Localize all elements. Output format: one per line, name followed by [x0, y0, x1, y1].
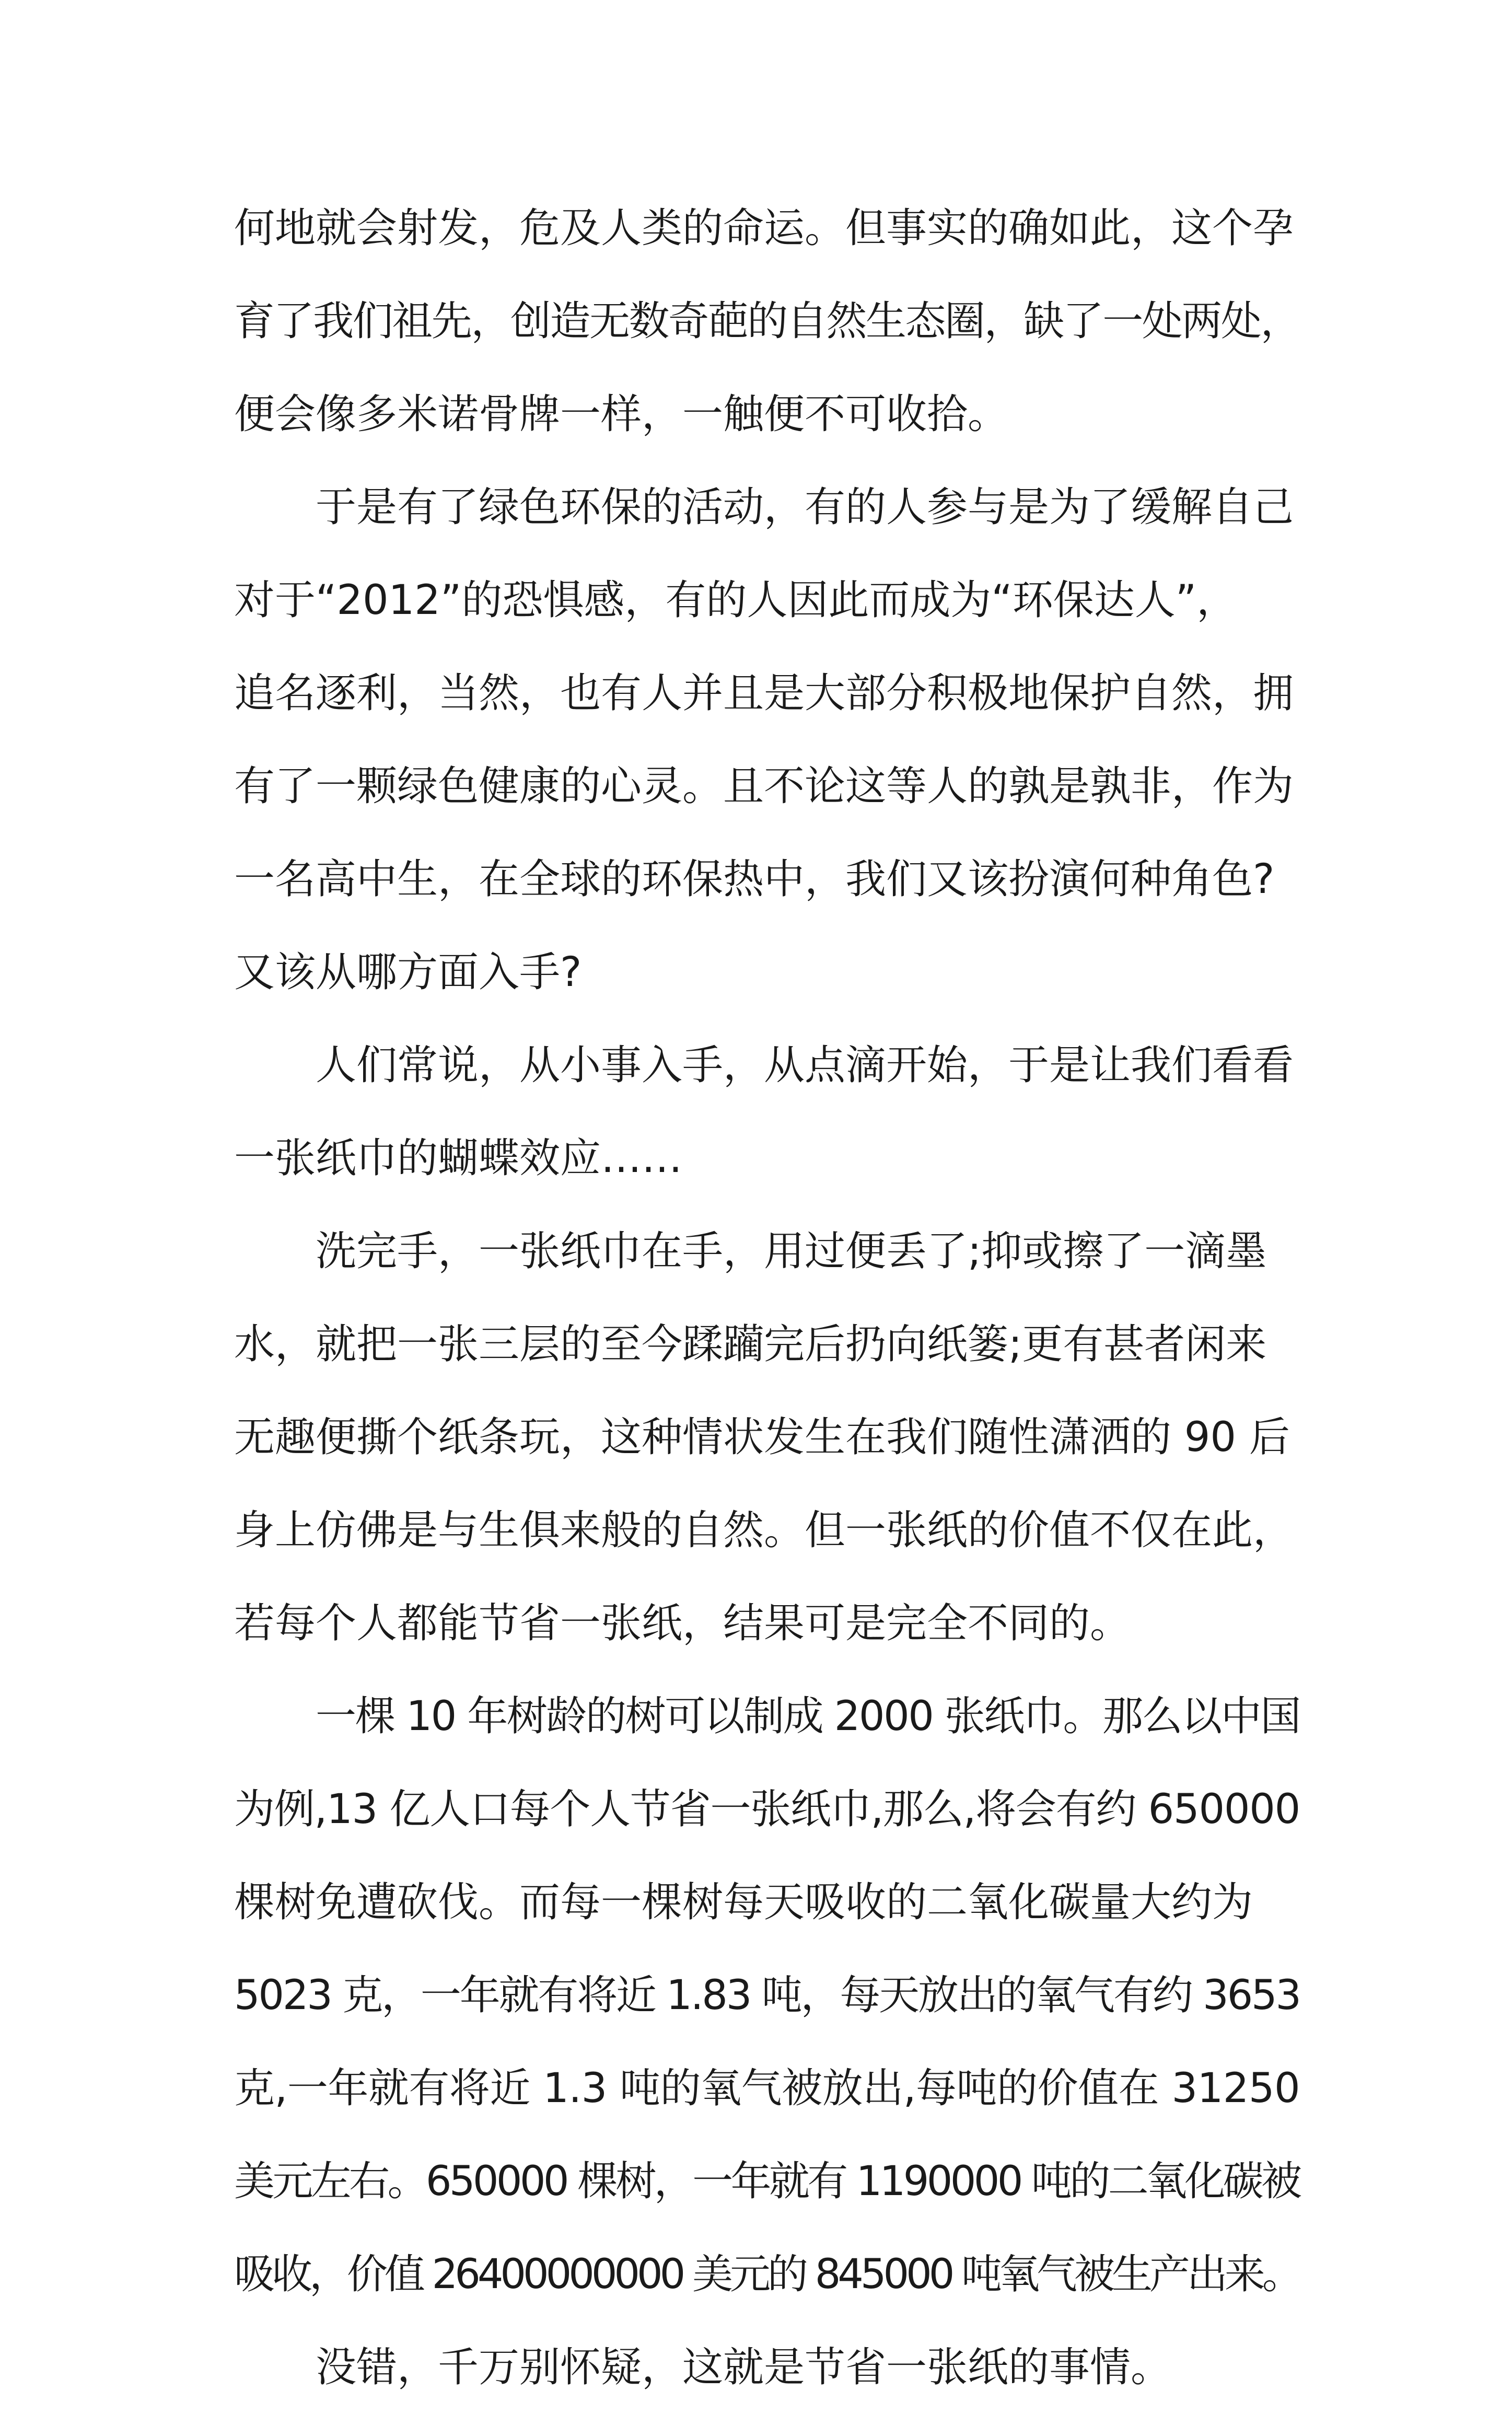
- body-text: [234, 182, 1300, 2414]
- text-line: 水，就把一张三层的至今蹂躏完后扔向纸篓;更有甚者闲来: [234, 1321, 1267, 1368]
- paragraph: [234, 1205, 1300, 1670]
- text-line: 一名高中生，在全球的环保热中，我们又该扮演何种角色?: [234, 856, 1275, 903]
- text-line: 一棵 10 年树龄的树可以制成 2000 张纸巾。那么以中国: [316, 1693, 1300, 1740]
- text-line: 5023 克，一年就有将近 1.83 吨，每天放出的氧气有约 3653: [234, 1972, 1300, 2019]
- paragraph: [234, 461, 1300, 1019]
- text-line: 追名逐利，当然，也有人并且是大部分积极地保护自然，拥: [234, 670, 1294, 717]
- text-line: 于是有了绿色环保的活动，有的人参与是为了缓解自己: [316, 484, 1294, 531]
- text-line: 克,一年就有将近 1.3 吨的氧气被放出,每吨的价值在 31250: [234, 2065, 1300, 2112]
- text-line: 棵树免遭砍伐。而每一棵树每天吸收的二氧化碳量大约为: [234, 1879, 1253, 1926]
- text-line: 没错，千万别怀疑，这就是节省一张纸的事情。: [316, 2344, 1172, 2391]
- paragraph: [234, 2321, 1300, 2414]
- text-line: 吸收，价值 26400000000 美元的 845000 吨氧气被生产出来。: [234, 2251, 1300, 2298]
- text-line: 无趣便撕个纸条玩，这种情状发生在我们随性潇洒的 90 后: [234, 1414, 1290, 1461]
- text-line: 美元左右。650000 棵树，一年就有 1190000 吨的二氧化碳被: [234, 2158, 1300, 2205]
- text-line: 育了我们祖先，创造无数奇葩的自然生态圈，缺了一处两处，: [234, 298, 1300, 345]
- text-line: 何地就会射发，危及人类的命运。但事实的确如此，这个孕: [234, 205, 1294, 252]
- text-line: 又该从哪方面入手?: [234, 949, 582, 996]
- text-line: 便会像多米诺骨牌一样，一触便不可收拾。: [234, 391, 1009, 438]
- paragraph: [234, 1670, 1300, 2321]
- text-line: 为例,13 亿人口每个人节省一张纸巾,那么,将会有约 650000: [234, 1786, 1300, 1833]
- text-line: 若每个人都能节省一张纸，结果可是完全不同的。: [234, 1600, 1131, 1647]
- text-line: 身上仿佛是与生俱来般的自然。但一张纸的价值不仅在此，: [234, 1507, 1294, 1554]
- text-line: 对于“2012”的恐惧感，有的人因此而成为“环保达人”，: [234, 577, 1238, 624]
- text-line: 一张纸巾的蝴蝶效应……: [234, 1135, 683, 1182]
- paragraph: [234, 1019, 1300, 1205]
- text-line: 洗完手，一张纸巾在手，用过便丢了;抑或擦了一滴墨: [316, 1228, 1267, 1275]
- text-line: 人们常说，从小事入手，从点滴开始，于是让我们看看: [316, 1042, 1294, 1089]
- text-line: 有了一颗绿色健康的心灵。且不论这等人的孰是孰非，作为: [234, 763, 1294, 810]
- paragraph: [234, 182, 1300, 461]
